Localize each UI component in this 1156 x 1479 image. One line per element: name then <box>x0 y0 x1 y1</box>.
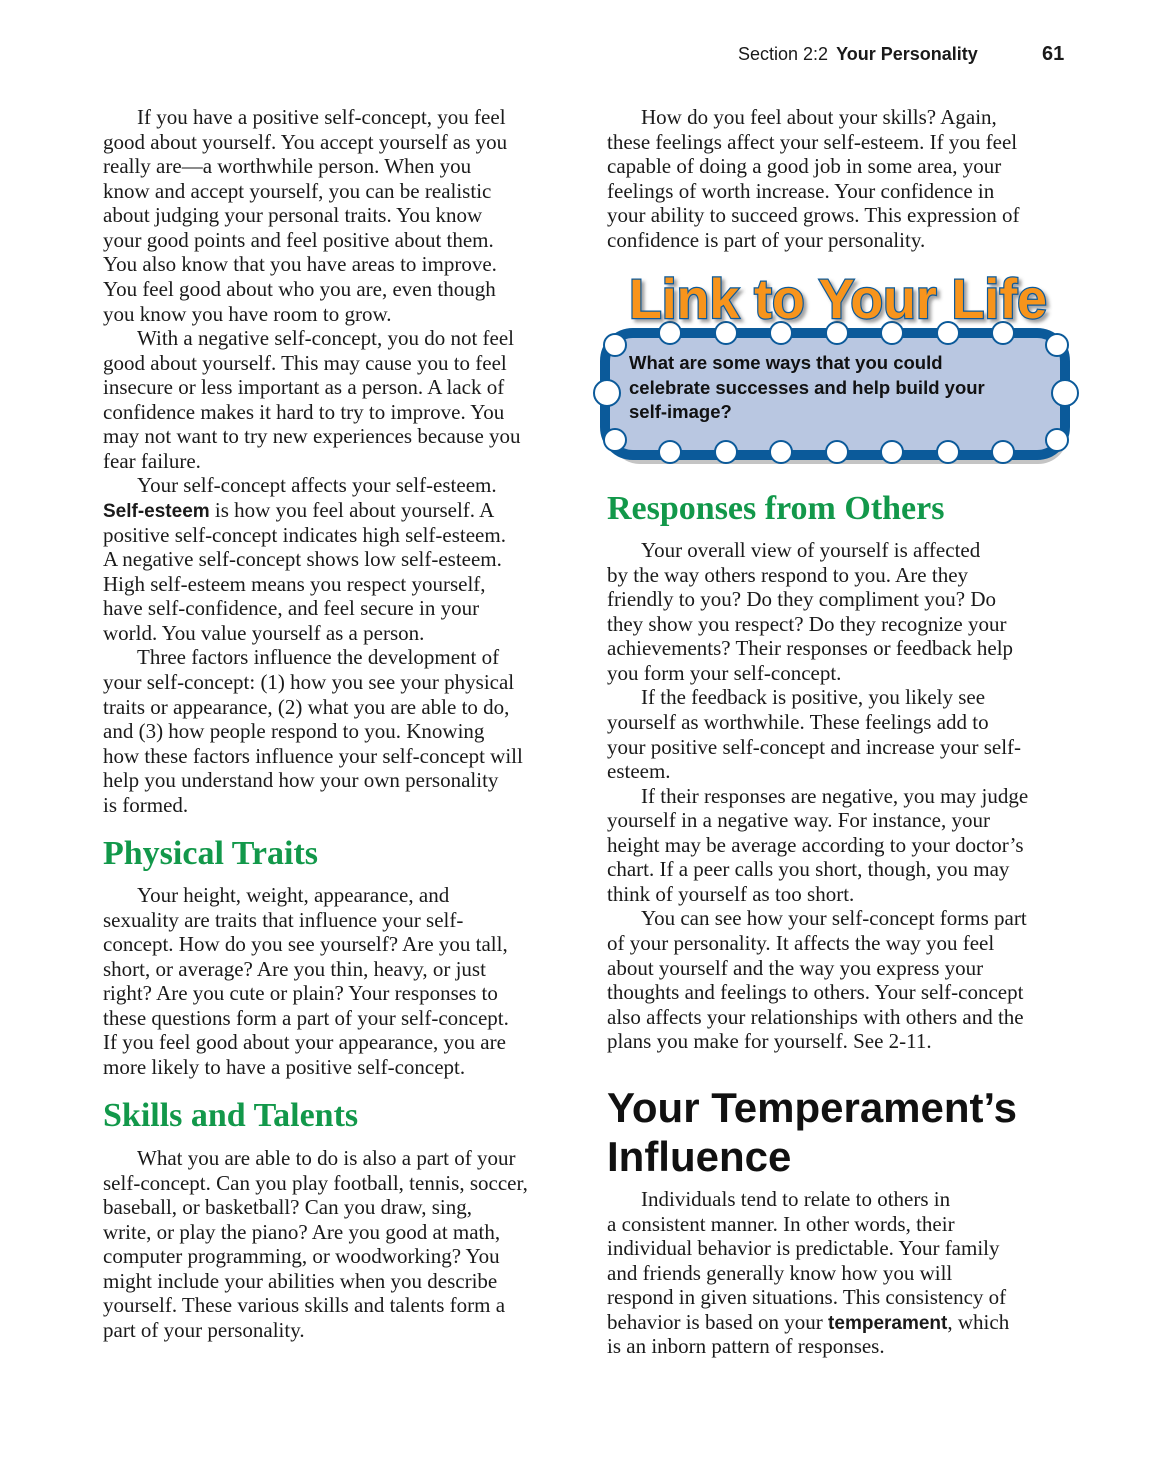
text-segment: about judging your personal traits. You know <box>103 203 483 228</box>
question-line: celebrate successes and help build your <box>629 376 985 398</box>
text-segment: height may be average according to your doctor’s <box>607 832 1024 857</box>
heading-line: Influence <box>607 1133 792 1180</box>
heading-line: Your Temperament’s <box>607 1084 1017 1131</box>
text-segment: fear failure. <box>103 448 201 473</box>
decorative-dot <box>826 441 848 463</box>
heading-responses-from-others: Responses from Others <box>607 490 945 527</box>
text-segment: yourself. These various skills and talents form a <box>103 1293 506 1318</box>
text-segment: world. You value yourself as a person. <box>103 620 425 645</box>
text-segment: these feelings affect your self-esteem. If you feel <box>607 129 1018 154</box>
text-line <box>103 981 561 1006</box>
text-line <box>607 563 1065 588</box>
text-line <box>103 302 561 327</box>
text-segment: write, or play the piano? Are you good at math, <box>103 1219 501 1244</box>
text-segment: about yourself and the way you express your <box>607 955 984 980</box>
decorative-dot <box>937 441 959 463</box>
text-line <box>607 808 1065 833</box>
text-line <box>607 1212 1065 1237</box>
text-segment: might include your abilities when you describe <box>103 1268 498 1293</box>
text-segment: of your personality. It affects the way you feel <box>607 931 995 955</box>
text-segment: individual behavior is predictable. Your family <box>607 1236 1000 1261</box>
text-segment: computer programming, or woodworking? You <box>103 1244 500 1269</box>
text-line <box>607 636 1065 661</box>
text-segment: really are—a worthwhile person. When you <box>103 154 472 179</box>
decorative-dot <box>1046 429 1068 451</box>
text-segment: You feel good about who you are, even though <box>103 276 496 301</box>
link-question <box>629 351 1049 425</box>
text-line <box>607 685 1065 710</box>
text-line <box>103 932 561 957</box>
text-segment: yourself as worthwhile. These feelings add to <box>607 709 989 734</box>
text-line <box>607 882 1065 907</box>
section-title: Your Personality <box>836 44 978 64</box>
text-line <box>103 400 561 425</box>
text-line <box>103 252 561 277</box>
text-line <box>103 744 561 769</box>
text-segment: have self-confidence, and feel secure in your <box>103 596 480 621</box>
text-segment: is formed. <box>103 792 189 817</box>
text-line <box>103 695 561 720</box>
decorative-dot <box>1052 380 1078 406</box>
key-term: temperament <box>828 1312 948 1334</box>
text-line <box>607 710 1065 735</box>
text-segment: Your self-concept affects your self-esteem. <box>137 473 497 498</box>
heading-temperament <box>607 1083 1065 1181</box>
text-segment: they show you respect? Do they recognize your <box>607 611 1007 636</box>
text-line <box>103 130 561 155</box>
text-segment: Individuals tend to relate to others in <box>641 1187 951 1211</box>
heading-skills-talents: Skills and Talents <box>103 1097 359 1134</box>
text-line <box>607 956 1065 981</box>
text-line <box>607 980 1065 1005</box>
decorative-dot <box>594 380 620 406</box>
decorative-dot <box>604 334 626 356</box>
text-segment: confidence makes it hard to try to improve. You <box>103 399 505 424</box>
text-segment: part of your personality. <box>103 1317 305 1342</box>
temperament-text <box>607 1187 1065 1359</box>
text-segment: If the feedback is positive, you likely see <box>641 685 986 710</box>
text-segment: think of yourself as too short. <box>607 881 855 906</box>
text-line <box>103 277 561 302</box>
responses-text <box>607 538 1065 1054</box>
intro-text <box>103 105 561 817</box>
text-segment: If you feel good about your appearance, you are <box>103 1030 506 1055</box>
physical-traits-text <box>103 883 561 1080</box>
text-segment: these questions form a part of your self-concept. <box>103 1005 509 1030</box>
text-segment: Your height, weight, appearance, and <box>137 883 450 907</box>
text-line <box>607 203 1065 228</box>
text-line <box>607 906 1065 931</box>
text-segment: thoughts and feelings to others. Your self-concept <box>607 980 1024 1005</box>
text-line <box>607 1285 1065 1310</box>
text-line <box>607 612 1065 637</box>
text-line <box>103 351 561 376</box>
text-segment: good about yourself. This may cause you to feel <box>103 350 507 375</box>
text-line <box>103 1171 561 1196</box>
text-segment: capable of doing a good job in some area, your <box>607 154 1002 179</box>
text-line <box>607 130 1065 155</box>
text-segment: how these factors influence your self-concept will <box>103 743 523 768</box>
text-segment: traits or appearance, (2) what you are able to do, <box>103 694 510 719</box>
question-line: What are some ways that you could <box>629 352 943 373</box>
text-segment: you form your self-concept. <box>607 660 842 685</box>
text-segment: How do you feel about your skills? Again, <box>641 105 997 129</box>
text-line <box>103 572 561 597</box>
decorative-dot <box>881 441 903 463</box>
text-segment: more likely to have a positive self-concept. <box>103 1054 466 1079</box>
text-segment: insecure or less important as a person. A lack of <box>103 375 505 400</box>
text-line <box>607 661 1065 686</box>
text-line <box>607 931 1065 956</box>
skills-talents-text <box>103 1146 561 1343</box>
text-line <box>103 424 561 449</box>
text-line <box>103 1269 561 1294</box>
text-line <box>103 883 561 908</box>
text-segment: baseball, or basketball? Can you draw, sing, <box>103 1195 472 1220</box>
text-line <box>103 203 561 228</box>
text-line <box>607 1310 1065 1335</box>
text-segment: you know you have room to grow. <box>103 301 392 326</box>
text-line <box>103 375 561 400</box>
text-segment: A negative self-concept shows low self-esteem. <box>103 547 502 572</box>
text-segment: self-concept. Can you play football, tennis, soccer, <box>103 1170 528 1195</box>
text-segment: With a negative self-concept, you do not feel <box>137 326 515 351</box>
text-segment: yourself in a negative way. For instance, your <box>607 808 990 833</box>
decorative-dot <box>1046 334 1068 356</box>
text-segment: confidence is part of your personality. <box>607 227 926 252</box>
text-segment: respond in given situations. This consistency of <box>607 1285 1007 1310</box>
text-line <box>607 154 1065 179</box>
decorative-dot <box>659 441 681 463</box>
text-segment: plans you make for yourself. See 2-11. <box>607 1029 932 1054</box>
text-line <box>607 1029 1065 1054</box>
text-line <box>103 621 561 646</box>
text-line <box>607 1236 1065 1261</box>
text-line <box>103 768 561 793</box>
running-header <box>738 44 978 65</box>
decorative-dot <box>604 429 626 451</box>
text-segment: What you are able to do is also a part of your <box>137 1146 516 1170</box>
text-segment: sexuality are traits that influence your self- <box>103 907 464 932</box>
key-term: Self-esteem <box>103 501 210 522</box>
text-line <box>103 105 561 130</box>
text-line <box>103 449 561 474</box>
text-line <box>103 1055 561 1080</box>
text-line <box>103 908 561 933</box>
text-segment: your positive self-concept and increase your self- <box>607 734 1022 759</box>
text-segment: may not want to try new experiences because you <box>103 424 521 449</box>
text-segment: chart. If a peer calls you short, though, you may <box>607 857 1010 882</box>
link-to-your-life-title: Link to Your Life <box>629 267 1047 330</box>
text-segment: your ability to succeed grows. This expression of <box>607 203 1020 228</box>
text-line <box>607 759 1065 784</box>
text-segment: your good points and feel positive about them. <box>103 227 494 252</box>
text-line <box>103 1318 561 1343</box>
text-segment: is how you feel about yourself. A <box>209 498 495 522</box>
text-line <box>103 793 561 818</box>
text-line <box>103 1244 561 1269</box>
text-line <box>607 857 1065 882</box>
text-segment: and (3) how people respond to you. Knowing <box>103 719 485 744</box>
text-line <box>103 1220 561 1245</box>
skills-continued-text <box>607 105 1065 252</box>
text-line <box>607 833 1065 858</box>
text-line <box>103 473 561 498</box>
text-segment: help you understand how your own personality <box>103 768 499 793</box>
text-segment: Your overall view of yourself is affected <box>641 538 981 562</box>
text-line <box>607 1261 1065 1286</box>
text-segment: You also know that you have areas to improve. <box>103 252 497 277</box>
text-line <box>103 179 561 204</box>
text-line <box>607 587 1065 612</box>
text-segment: right? Are you cute or plain? Your responses to <box>103 981 498 1006</box>
page-number: 61 <box>1042 43 1065 65</box>
text-segment: , which <box>947 1309 1010 1334</box>
text-line <box>103 719 561 744</box>
text-line <box>607 179 1065 204</box>
text-segment: friendly to you? Do they compliment you? Do <box>607 587 997 612</box>
text-segment: If their responses are negative, you may judge <box>641 783 1029 808</box>
text-segment: esteem. <box>607 759 671 784</box>
text-segment: Three factors influence the development of <box>137 645 500 670</box>
question-line: self-image? <box>629 401 732 422</box>
text-line <box>103 523 561 548</box>
text-segment: good about yourself. You accept yourself as you <box>103 129 508 154</box>
decorative-dot <box>770 441 792 463</box>
text-line <box>103 1195 561 1220</box>
text-line <box>103 1006 561 1031</box>
text-segment: behavior is based on your <box>607 1309 829 1334</box>
text-segment: short, or average? Are you thin, heavy, or just <box>103 956 486 981</box>
text-line <box>103 1146 561 1171</box>
text-line <box>607 1334 1065 1359</box>
text-segment: know and accept yourself, you can be realistic <box>103 178 492 203</box>
text-segment: feelings of worth increase. Your confidence in <box>607 178 995 203</box>
decorative-dot <box>992 441 1014 463</box>
text-line <box>103 670 561 695</box>
text-line <box>607 784 1065 809</box>
text-line <box>607 228 1065 253</box>
text-line <box>103 154 561 179</box>
text-segment: achievements? Their responses or feedback help <box>607 636 1014 661</box>
text-line <box>103 645 561 670</box>
text-line <box>607 105 1065 130</box>
text-line <box>103 498 561 523</box>
text-line <box>607 1005 1065 1030</box>
text-line <box>103 228 561 253</box>
text-line <box>103 596 561 621</box>
text-line <box>103 957 561 982</box>
decorative-dot <box>715 441 737 463</box>
text-line <box>103 547 561 572</box>
text-segment: your self-concept: (1) how you see your physical <box>103 669 515 694</box>
section-label: Section 2:2 <box>738 44 829 64</box>
text-segment: concept. How do you see yourself? Are you tall, <box>103 932 508 957</box>
text-line <box>103 1293 561 1318</box>
text-line <box>103 1030 561 1055</box>
text-segment: High self-esteem means you respect yourself, <box>103 571 486 596</box>
text-segment: If you have a positive self-concept, you feel <box>137 105 506 129</box>
heading-physical-traits: Physical Traits <box>103 835 319 872</box>
text-line <box>607 1187 1065 1212</box>
text-line <box>607 735 1065 760</box>
text-segment: positive self-concept indicates high self-esteem. <box>103 522 506 547</box>
text-segment: You can see how your self-concept forms part <box>641 906 1027 931</box>
text-line <box>103 326 561 351</box>
text-line <box>607 538 1065 563</box>
text-segment: by the way others respond to you. Are they <box>607 562 969 587</box>
text-segment: and friends generally know how you will <box>607 1260 953 1285</box>
text-segment: a consistent manner. In other words, their <box>607 1211 955 1236</box>
text-segment: is an inborn pattern of responses. <box>607 1334 885 1359</box>
text-segment: also affects your relationships with others and the <box>607 1004 1024 1029</box>
